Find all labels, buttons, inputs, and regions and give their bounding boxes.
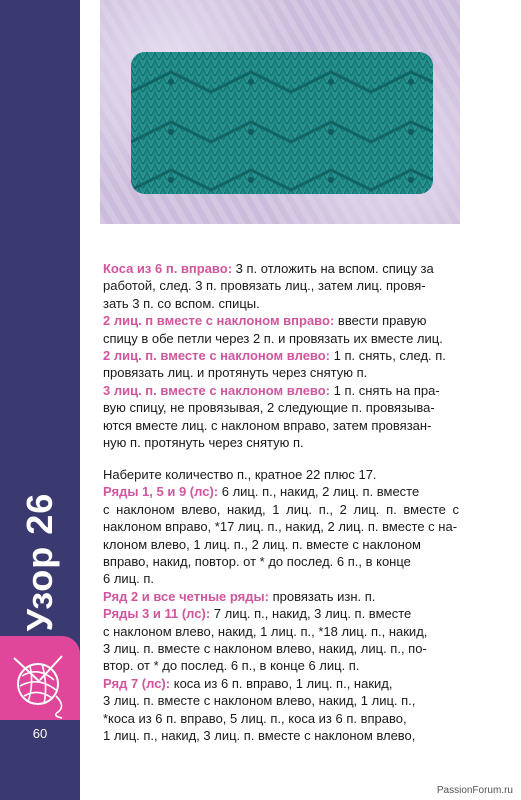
row-text: *коса из 6 п. вправо, 5 лиц. п., коса из 6 п. вправо, — [103, 710, 407, 726]
row-term: Ряды 3 и 11 (лс): — [103, 606, 211, 622]
abbr-text: ную п. протянуть через снятую п. — [103, 435, 304, 451]
instructions-section — [103, 466, 459, 745]
abbr-term: 3 лиц. п. вместе с наклоном влево: — [103, 382, 331, 398]
knit-swatch-image — [131, 52, 433, 194]
row-2-line-1 — [103, 588, 459, 605]
abbr-term: 2 лиц. п вместе с наклоном вправо: — [103, 313, 335, 329]
abbr-text: спицу в обе петли через 2 п. и провязать их вместе лиц. — [103, 330, 443, 346]
row-text: вправо, накид, повтор. от * до послед. 6 п., в конце — [103, 554, 411, 570]
abbr-1-line-1 — [103, 260, 459, 277]
row-text: коса из 6 п. вправо, 1 лиц. п., накид, — [173, 675, 393, 691]
row-text: с наклоном влево, накид, 1 лиц. п., 2 лиц. п. вместе с наклоном вправо, *17 лиц. п., накид, 2 лиц. п. вместе с на- — [103, 501, 459, 535]
row-3-line-1 — [103, 605, 459, 622]
row-text: с наклоном влево, накид, 1 лиц. п., *18 лиц. п., накид, — [103, 623, 428, 639]
abbr-text: работой, след. 3 п. провязать лиц., затем лиц. провя- — [103, 278, 426, 294]
instructions-intro: Наберите количество п., кратное 22 плюс 17. — [103, 467, 377, 482]
row-term: Ряд 7 (лс): — [103, 675, 171, 691]
abbr-4-line-1 — [103, 382, 459, 399]
abbr-text: 1 п. снять, след. п. — [333, 348, 446, 364]
abbr-text: ются вместе лиц. с наклоном вправо, затем провязан- — [103, 417, 432, 433]
row-text: 3 лиц. п. вместе с наклоном влево, накид, 1 лиц. п., — [103, 693, 416, 709]
page-number: 60 — [32, 726, 48, 741]
abbr-term: 2 лиц. п. вместе с наклоном влево: — [103, 348, 331, 364]
abbr-2-line-1 — [103, 312, 459, 329]
watermark: PassionForum.ru — [436, 785, 513, 796]
abbr-text: ввести правую — [337, 313, 427, 329]
row-4-line-1 — [103, 675, 459, 692]
sidebar — [0, 0, 80, 800]
row-text: 6 лиц. п., накид, 2 лиц. п. вместе — [221, 484, 420, 500]
row-text: 1 лиц. п., накид, 3 лиц. п. вместе с наклоном влево, — [103, 728, 416, 744]
abbr-text: 1 п. снять на пра- — [333, 382, 440, 398]
row-text: 7 лиц. п., накид, 3 лиц. п. вместе — [213, 606, 412, 622]
abbr-3-line-1 — [103, 347, 459, 364]
row-text: 3 лиц. п. вместе с наклоном влево, накид, лиц. п., по- — [103, 641, 427, 657]
yarn-ball-icon — [0, 636, 80, 720]
row-text: 6 лиц. п. — [103, 571, 155, 587]
abbreviations-section — [103, 260, 459, 451]
row-text: провязать изн. п. — [272, 588, 376, 604]
row-text: клоном влево, 1 лиц. п., 2 лиц. п. вместе с наклоном — [103, 536, 421, 552]
abbr-term: Коса из 6 п. вправо: — [103, 261, 233, 276]
abbr-text: 3 п. отложить на вспом. спицу за — [235, 261, 434, 276]
row-text: втор. от * до послед. 6 п., в конце 6 лиц. п. — [103, 658, 360, 674]
row-1-line-1 — [103, 483, 459, 500]
pattern-title: Узор 26 — [19, 492, 60, 632]
row-term: Ряд 2 и все четные ряды: — [103, 588, 269, 604]
abbr-text: вую спицу, не провязывая, 2 следующие п. провязыва- — [103, 400, 435, 416]
row-term: Ряды 1, 5 и 9 (лс): — [103, 484, 219, 500]
abbr-text: зать 3 п. со вспом. спицы. — [103, 295, 260, 311]
abbr-text: провязать лиц. и протянуть через снятую п. — [103, 365, 368, 381]
